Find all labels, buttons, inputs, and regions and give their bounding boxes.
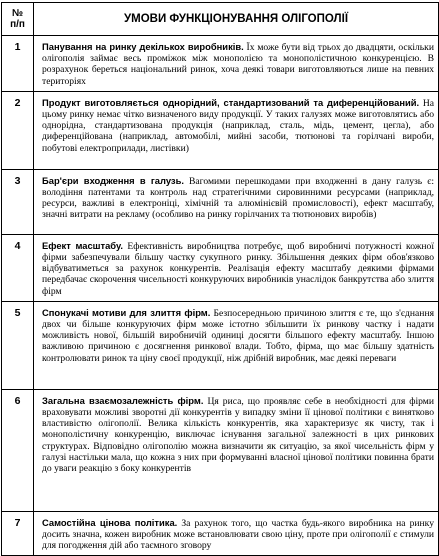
number-column-header [2, 3, 34, 36]
row-number: 2 [2, 91, 34, 169]
row-content [34, 91, 439, 169]
row-content [34, 511, 439, 556]
row-content [34, 389, 439, 511]
row-text: Ефективність виробництва потребує, щоб виробничі потужності кожної фірми забезпечували більшу частку сукупного ринку. Збільшення деяких фірм обов'язково відбуватиметься за рахунок конкурентів. Реалізація ефекту масштабу деякими фірмами передбачає скорочення чисельності конкуруючих виробників унаслідок банкрутства або злиття фірм [42, 240, 434, 297]
table-row [2, 234, 439, 301]
row-number: 5 [2, 301, 34, 389]
row-title: Спонукачі мотиви для злиття фірм. [42, 306, 211, 318]
row-text: На цьому ринку немає чітко визначеного виду продукції. У таких галузях може виготовлятись або однорідна, стандартизована продукція (наприклад, сталь, мідь, цемент, цегла), або диференційована (наприклад, автомобілі, мийні засоби, тютюнові та горілчані вироби, побутові електроприлади, листівки) [42, 97, 434, 154]
row-text: Безпосередньою причиною злиття є те, що з'єднання двох чи більше конкуруючих фірм може істотно збільшити їх ринкову частку і надати можливість нової, більшій виробничій одиниці досягти більшого ефекту масштабу. Іншою важливою причиною є досягнення ринкової влади. Тобто, фірма, що має більшу здатність контролювати ринок та ціну своєї продукції, ніж дрібній виробник, має деякі переваги [42, 307, 434, 364]
row-title: Панування на ринку декількох виробників. [42, 41, 244, 52]
row-content [34, 169, 439, 234]
row-number: 7 [2, 511, 34, 556]
row-number: 6 [2, 389, 34, 511]
row-text: Ця риса, що проявляє себе в необхідності для фірми враховувати можливі зворотні дії конкурентів у випадку зміни її цінової політики є винятково властивістю олігополії. Велика кількість конкурентів, яка характеризує як чисту, так і монополістичну конкуренцію, виключає існування загальної залежності в цих ринкових структурах. Відповідно олігополію можна визначити як ситуацію, за якої чисельність фірм у галузі настільки мала, що кожна з них при формуванні власної цінової політики повинна брати до уваги реакцію з боку конкурентів [42, 395, 434, 475]
row-content [34, 36, 439, 92]
row-number: 4 [2, 234, 34, 301]
row-content [34, 301, 439, 389]
table-row [2, 36, 439, 92]
table-row [2, 511, 439, 556]
table-title: УМОВИ ФУНКЦІОНУВАННЯ ОЛІГОПОЛІЇ [34, 3, 439, 36]
row-number: 1 [2, 36, 34, 92]
number-label-abbrev: п/п [10, 19, 25, 30]
row-text: Їх може бути від трьох до двадцяти, оскільки олігополія займає весь проміжок між монополією та монополістичною конкуренцією. В розрахунок береться національний ринок, хоча деякі товари виготовляються лише на певних територіях [42, 42, 434, 87]
table-header-row [2, 3, 439, 36]
row-title: Загальна взаємозалежність фірм. [42, 394, 204, 406]
row-content [34, 234, 439, 301]
table-row [2, 301, 439, 389]
row-title: Продукт виготовляється однорідний, стандартизований та диференційований. [42, 96, 420, 108]
table-row [2, 169, 439, 234]
table-row [2, 389, 439, 511]
row-number: 3 [2, 169, 34, 234]
row-title: Бар'єри входження в галузь. [42, 174, 184, 186]
table-row [2, 91, 439, 169]
row-text: За рахунок того, що частка будь-якого виробника на ринку досить значна, кожен виробник може встановлювати свою ціну, проте при олігополії є стимули для погодження дій або таємного зговору [42, 517, 435, 552]
row-title: Самостійна цінова політика. [42, 516, 178, 528]
oligopoly-conditions-table [1, 2, 439, 556]
number-label-symbol: № [11, 8, 24, 19]
row-text: Вагомими перешкодами при входженні в дану галузь є: володіння патентами та контроль над стратегічними сировинними ресурсами (наприклад, ресурси, важливі в електроніці, хімічній та алюмінієвій промисловості), ефект масштабу, значні витрати на рекламу (особливо на ринку горілчаних та тютюнових виробів) [42, 175, 434, 221]
row-title: Ефект масштабу. [42, 239, 123, 251]
